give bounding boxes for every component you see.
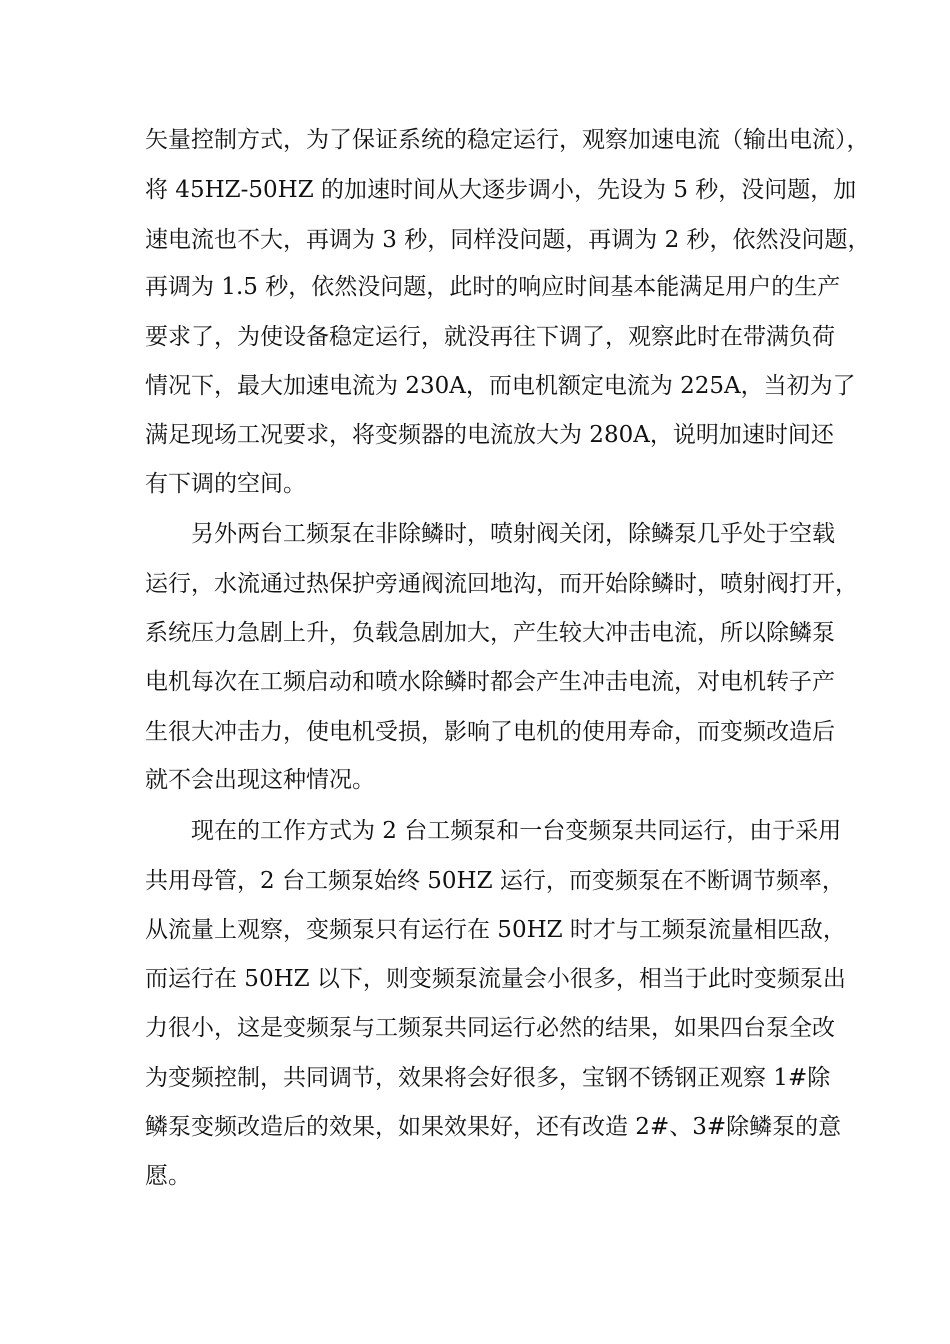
text-line: 从流量上观察，变频泵只有运行在 50HZ 时才与工频泵流量相匹敌，	[145, 917, 846, 943]
text-line: 就不会出现这种情况。	[145, 767, 375, 793]
text-line: 现在的工作方式为 2 台工频泵和一台变频泵共同运行，由于采用	[191, 818, 842, 844]
text-line: 系统压力急剧上升，负载急剧加大，产生较大冲击电流，所以除鳞泵	[145, 620, 835, 646]
text-line: 满足现场工况要求，将变频器的电流放大为 280A，说明加速时间还	[145, 422, 834, 448]
text-line: 另外两台工频泵在非除鳞时，喷射阀关闭，除鳞泵几乎处于空载	[191, 521, 835, 547]
text-line: 矢量控制方式，为了保证系统的稳定运行，观察加速电流（输出电流），	[145, 127, 870, 153]
text-line: 生很大冲击力，使电机受损，影响了电机的使用寿命，而变频改造后	[145, 719, 835, 745]
text-line: 有下调的空间。	[145, 471, 306, 497]
text-line: 力很小，这是变频泵与工频泵共同运行必然的结果，如果四台泵全改	[145, 1015, 835, 1041]
text-line: 要求了，为使设备稳定运行，就没再往下调了，观察此时在带满负荷	[145, 324, 835, 350]
text-line: 电机每次在工频启动和喷水除鳞时都会产生冲击电流，对电机转子产	[145, 669, 835, 695]
text-line: 共用母管，2 台工频泵始终 50HZ 运行，而变频泵在不断调节频率，	[145, 868, 845, 894]
text-line: 将 45HZ-50HZ 的加速时间从大逐步调小，先设为 5 秒，没问题，加	[145, 177, 857, 203]
text-line: 为变频控制，共同调节，效果将会好很多，宝钢不锈钢正观察 1#除	[145, 1065, 831, 1091]
text-line: 而运行在 50HZ 以下，则变频泵流量会小很多，相当于此时变频泵出	[145, 966, 846, 992]
text-line: 运行，水流通过热保护旁通阀流回地沟，而开始除鳞时，喷射阀打开，	[145, 571, 858, 597]
text-line: 愿。	[145, 1163, 191, 1189]
text-line: 再调为 1.5 秒，依然没问题，此时的响应时间基本能满足用户的生产	[145, 274, 841, 300]
text-line: 鳞泵变频改造后的效果，如果效果好，还有改造 2#、3#除鳞泵的意	[145, 1114, 842, 1140]
text-line: 速电流也不大，再调为 3 秒，同样没问题，再调为 2 秒，依然没问题，	[145, 227, 871, 253]
text-line: 情况下，最大加速电流为 230A，而电机额定电流为 225A，当初为了	[145, 373, 856, 399]
